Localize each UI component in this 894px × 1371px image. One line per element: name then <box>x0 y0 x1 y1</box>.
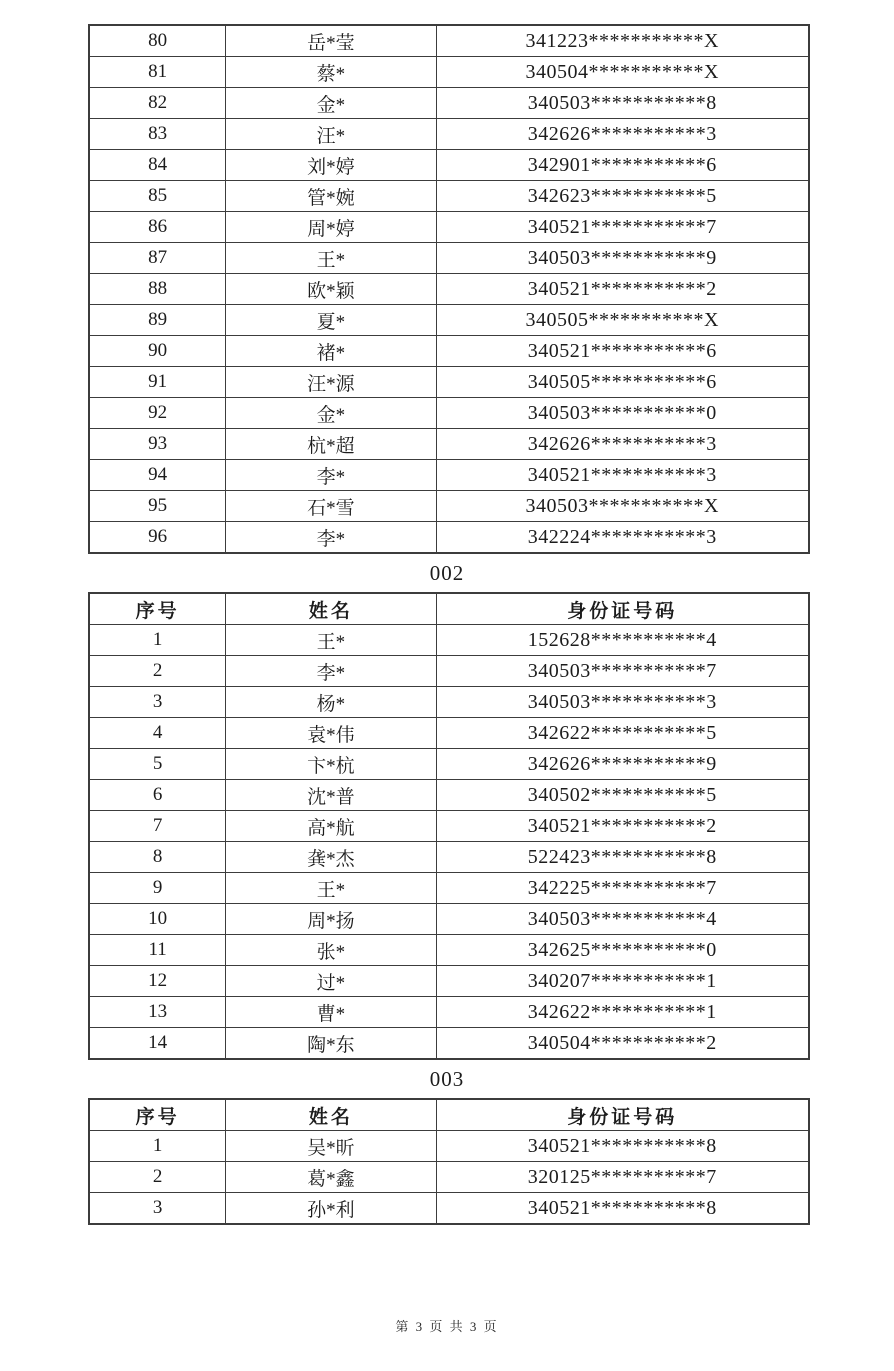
serial-cell: 91 <box>89 367 226 398</box>
serial-cell: 86 <box>89 212 226 243</box>
serial-cell: 13 <box>89 997 226 1028</box>
table-row <box>89 873 809 904</box>
roster-table-003-body <box>89 1131 809 1225</box>
id-number-cell: 340521***********8 <box>436 1131 809 1162</box>
name-cell: 陶*东 <box>226 1028 436 1060</box>
id-number-cell: 340521***********2 <box>436 811 809 842</box>
table-row <box>89 119 809 150</box>
section-title-002: 002 <box>429 561 465 585</box>
table-row <box>89 243 809 274</box>
serial-cell: 1 <box>89 625 226 656</box>
id-number-cell: 342901***********6 <box>436 150 809 181</box>
id-number-cell: 342224***********3 <box>436 522 809 554</box>
table-row <box>89 1162 809 1193</box>
id-number-cell: 340504***********X <box>436 57 809 88</box>
serial-cell: 4 <box>89 718 226 749</box>
table-row <box>89 25 809 57</box>
section-title-003: 003 <box>429 1067 465 1091</box>
header-row <box>89 593 809 625</box>
name-cell: 曹* <box>226 997 436 1028</box>
serial-cell: 90 <box>89 336 226 367</box>
name-cell: 孙*利 <box>226 1193 436 1225</box>
id-number-cell: 340503***********0 <box>436 398 809 429</box>
column-header-serial: 序号 <box>89 593 226 625</box>
serial-cell: 81 <box>89 57 226 88</box>
serial-cell: 88 <box>89 274 226 305</box>
serial-cell: 83 <box>89 119 226 150</box>
id-number-cell: 342626***********3 <box>436 429 809 460</box>
name-cell: 汪* <box>226 119 436 150</box>
id-number-cell: 342626***********9 <box>436 749 809 780</box>
id-number-cell: 340504***********2 <box>436 1028 809 1060</box>
table-row <box>89 904 809 935</box>
serial-cell: 2 <box>89 1162 226 1193</box>
id-number-cell: 342626***********3 <box>436 119 809 150</box>
table-row <box>89 1193 809 1225</box>
name-cell: 张* <box>226 935 436 966</box>
serial-cell: 96 <box>89 522 226 554</box>
name-cell: 石*雪 <box>226 491 436 522</box>
table-row <box>89 212 809 243</box>
serial-cell: 3 <box>89 1193 226 1225</box>
header-row <box>89 1099 809 1131</box>
roster-table-002-body <box>89 625 809 1060</box>
table-row <box>89 749 809 780</box>
id-number-cell: 340503***********9 <box>436 243 809 274</box>
name-cell: 夏* <box>226 305 436 336</box>
id-number-cell: 340521***********2 <box>436 274 809 305</box>
table-row <box>89 656 809 687</box>
serial-cell: 9 <box>89 873 226 904</box>
name-cell: 欧*颖 <box>226 274 436 305</box>
table-row <box>89 687 809 718</box>
roster-table-continued <box>88 24 810 554</box>
name-cell: 汪*源 <box>226 367 436 398</box>
serial-cell: 95 <box>89 491 226 522</box>
name-cell: 葛*鑫 <box>226 1162 436 1193</box>
id-number-cell: 340502***********5 <box>436 780 809 811</box>
name-cell: 金* <box>226 398 436 429</box>
table-row <box>89 491 809 522</box>
name-cell: 过* <box>226 966 436 997</box>
name-cell: 周*扬 <box>226 904 436 935</box>
column-header-id-number: 身份证号码 <box>436 1099 809 1131</box>
id-number-cell: 340207***********1 <box>436 966 809 997</box>
table-row <box>89 305 809 336</box>
name-cell: 金* <box>226 88 436 119</box>
id-number-cell: 152628***********4 <box>436 625 809 656</box>
id-number-cell: 341223***********X <box>436 25 809 57</box>
serial-cell: 93 <box>89 429 226 460</box>
id-number-cell: 340521***********7 <box>436 212 809 243</box>
column-header-serial: 序号 <box>89 1099 226 1131</box>
serial-cell: 85 <box>89 181 226 212</box>
name-cell: 岳*莹 <box>226 25 436 57</box>
table-row <box>89 336 809 367</box>
serial-cell: 94 <box>89 460 226 491</box>
serial-cell: 5 <box>89 749 226 780</box>
id-number-cell: 342625***********0 <box>436 935 809 966</box>
table-row <box>89 88 809 119</box>
name-cell: 王* <box>226 625 436 656</box>
serial-cell: 84 <box>89 150 226 181</box>
roster-table-003 <box>88 1098 810 1225</box>
table-row <box>89 997 809 1028</box>
name-cell: 蔡* <box>226 57 436 88</box>
id-number-cell: 340521***********3 <box>436 460 809 491</box>
serial-cell: 12 <box>89 966 226 997</box>
name-cell: 高*航 <box>226 811 436 842</box>
id-number-cell: 340521***********6 <box>436 336 809 367</box>
id-number-cell: 340505***********6 <box>436 367 809 398</box>
id-number-cell: 340503***********4 <box>436 904 809 935</box>
serial-cell: 80 <box>89 25 226 57</box>
table-row <box>89 1028 809 1060</box>
name-cell: 李* <box>226 460 436 491</box>
table-row <box>89 429 809 460</box>
column-header-name: 姓名 <box>226 593 436 625</box>
table-row <box>89 398 809 429</box>
table-row <box>89 57 809 88</box>
serial-cell: 89 <box>89 305 226 336</box>
name-cell: 杨* <box>226 687 436 718</box>
id-number-cell: 522423***********8 <box>436 842 809 873</box>
table-row <box>89 150 809 181</box>
id-number-cell: 340503***********8 <box>436 88 809 119</box>
name-cell: 王* <box>226 243 436 274</box>
page-number-footer: 第 3 页 共 3 页 <box>395 1319 499 1334</box>
table-row <box>89 842 809 873</box>
column-header-id-number: 身份证号码 <box>436 593 809 625</box>
column-header-name: 姓名 <box>226 1099 436 1131</box>
table-row <box>89 811 809 842</box>
id-number-cell: 342623***********5 <box>436 181 809 212</box>
id-number-cell: 340503***********7 <box>436 656 809 687</box>
table-row <box>89 625 809 656</box>
id-number-cell: 342225***********7 <box>436 873 809 904</box>
id-number-cell: 340503***********X <box>436 491 809 522</box>
name-cell: 卞*杭 <box>226 749 436 780</box>
serial-cell: 92 <box>89 398 226 429</box>
serial-cell: 82 <box>89 88 226 119</box>
name-cell: 褚* <box>226 336 436 367</box>
id-number-cell: 320125***********7 <box>436 1162 809 1193</box>
name-cell: 刘*婷 <box>226 150 436 181</box>
serial-cell: 8 <box>89 842 226 873</box>
table-row <box>89 181 809 212</box>
roster-table-002 <box>88 592 810 1060</box>
name-cell: 袁*伟 <box>226 718 436 749</box>
serial-cell: 3 <box>89 687 226 718</box>
serial-cell: 87 <box>89 243 226 274</box>
name-cell: 杭*超 <box>226 429 436 460</box>
serial-cell: 7 <box>89 811 226 842</box>
table-row <box>89 460 809 491</box>
id-number-cell: 340521***********8 <box>436 1193 809 1225</box>
table-row <box>89 1131 809 1162</box>
serial-cell: 6 <box>89 780 226 811</box>
name-cell: 龚*杰 <box>226 842 436 873</box>
name-cell: 周*婷 <box>226 212 436 243</box>
name-cell: 管*婉 <box>226 181 436 212</box>
table-row <box>89 935 809 966</box>
serial-cell: 10 <box>89 904 226 935</box>
table-row <box>89 274 809 305</box>
id-number-cell: 342622***********1 <box>436 997 809 1028</box>
table-row <box>89 367 809 398</box>
serial-cell: 2 <box>89 656 226 687</box>
table-row <box>89 966 809 997</box>
name-cell: 吴*昕 <box>226 1131 436 1162</box>
name-cell: 李* <box>226 656 436 687</box>
table-row <box>89 718 809 749</box>
serial-cell: 11 <box>89 935 226 966</box>
name-cell: 王* <box>226 873 436 904</box>
name-cell: 沈*普 <box>226 780 436 811</box>
name-cell: 李* <box>226 522 436 554</box>
id-number-cell: 340503***********3 <box>436 687 809 718</box>
id-number-cell: 340505***********X <box>436 305 809 336</box>
roster-table-continued-body <box>89 25 809 553</box>
table-row <box>89 522 809 554</box>
serial-cell: 1 <box>89 1131 226 1162</box>
table-row <box>89 780 809 811</box>
serial-cell: 14 <box>89 1028 226 1060</box>
id-number-cell: 342622***********5 <box>436 718 809 749</box>
